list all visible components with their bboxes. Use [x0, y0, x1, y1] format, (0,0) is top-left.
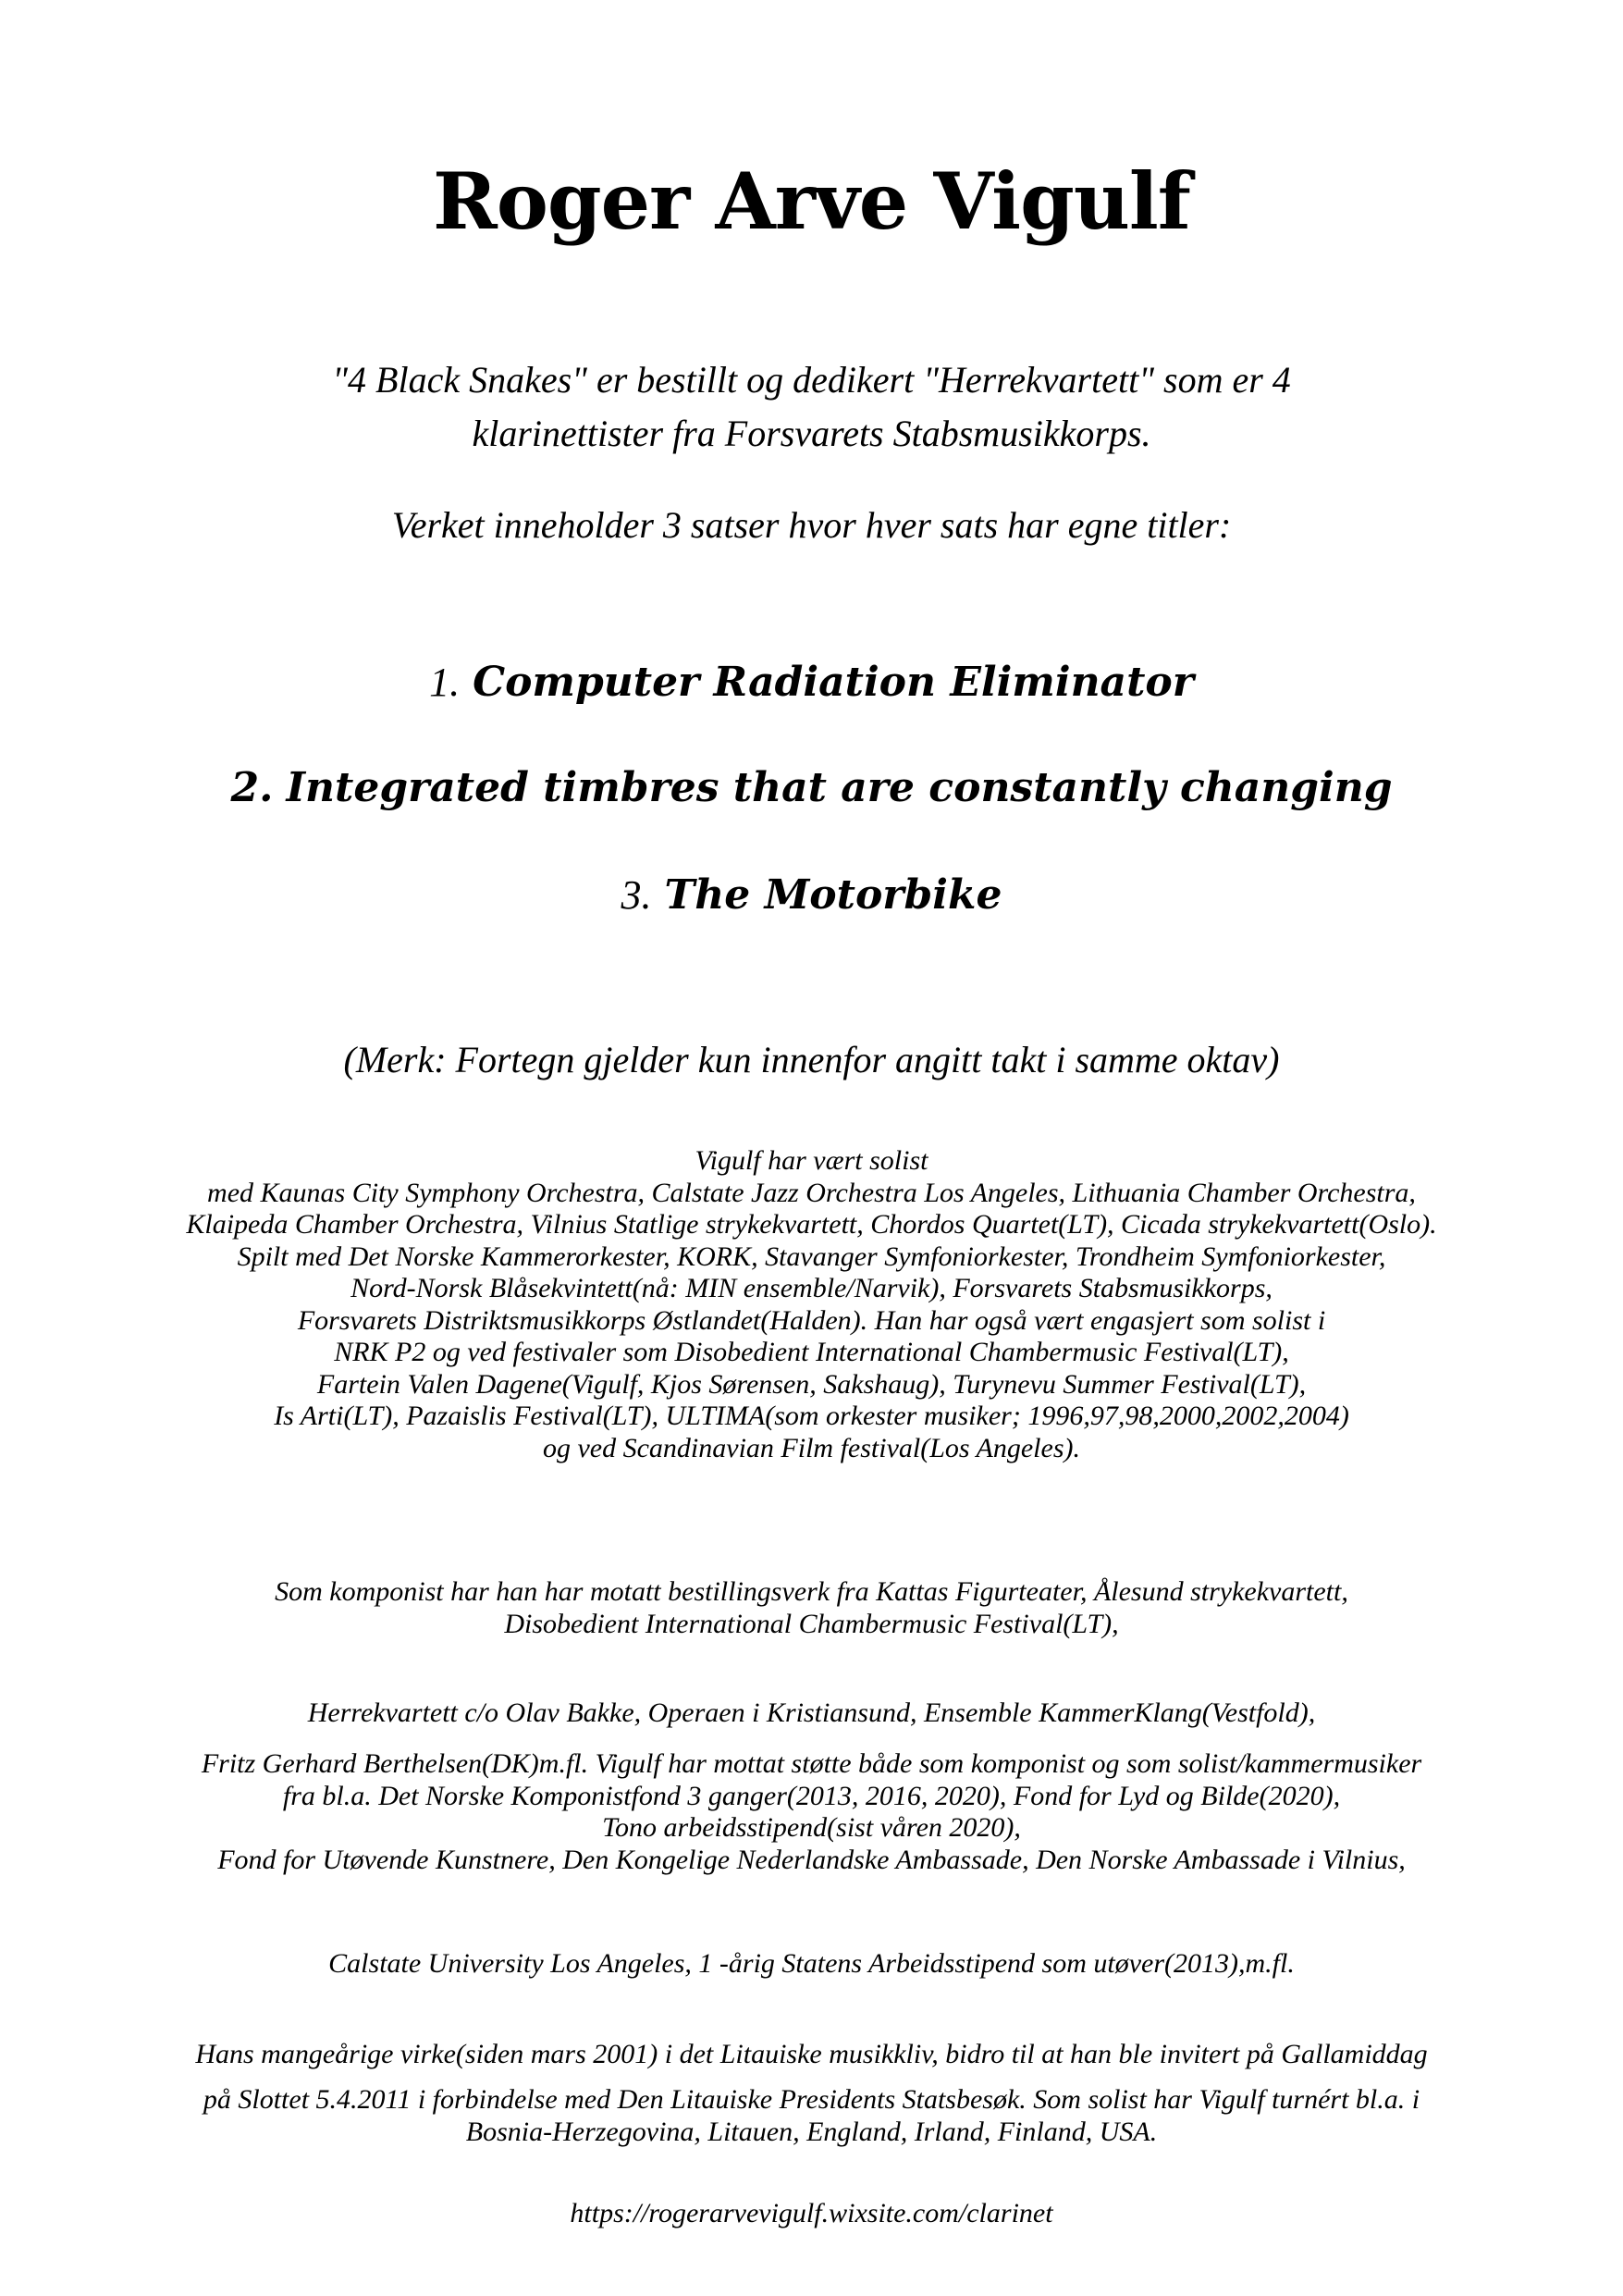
bio-line: Fond for Utøvende Kunstnere, Den Kongelige Nederlandske Ambassade, Den Norske Ambassade i Vilnius, — [217, 1844, 1406, 1875]
website-url[interactable]: https://rogerarvevigulf.wixsite.com/clarinet — [570, 2198, 1053, 2228]
movement-name: The Motorbike — [664, 871, 1002, 919]
page-title: Roger Arve Vigulf — [433, 155, 1190, 247]
bio-line: fra bl.a. Det Norske Komponistfond 3 ganger(2013, 2016, 2020), Fond for Lyd og Bilde(2020), — [282, 1780, 1341, 1811]
movement-name: Computer Radiation Eliminator — [473, 659, 1194, 706]
movement-name: Integrated timbres that are constantly changing — [286, 764, 1393, 811]
bio-line: Fritz Gerhard Berthelsen(DK)m.fl. Vigulf har mottat støtte både som komponist og som solist/kammermusiker — [201, 1748, 1422, 1779]
bio-funding-paragraph — [0, 1748, 1623, 1876]
bio-line: Vigulf har vært solist — [695, 1145, 928, 1176]
bio-line: med Kaunas City Symphony Orchestra, Calstate Jazz Orchestra Los Angeles, Lithuania Chamber Orchestra, — [207, 1177, 1416, 1208]
bio-line: Disobedient International Chambermusic Festival(LT), — [504, 1608, 1119, 1639]
intro-paragraph — [0, 353, 1623, 461]
bio-line: Klaipeda Chamber Orchestra, Vilnius Statlige strykekvartett, Chordos Quartet(LT), Cicada strykekvartett(Oslo). — [186, 1209, 1437, 1240]
movement-number: 1. — [429, 660, 461, 705]
movement-3-title — [0, 871, 1623, 919]
bio-line: Som komponist har han har motatt bestillingsverk fra Kattas Figurteater, Ålesund strykekvartett, — [275, 1576, 1348, 1607]
bio-line: Forsvarets Distriktsmusikkorps Østlandet(Halden). Han har også vært engasjert som solist i — [297, 1304, 1326, 1336]
bio-line: på Slottet 5.4.2011 i forbindelse med Den Litauiske Presidents Statsbesøk. Som solist har Vigulf turnért bl.a. i — [203, 2084, 1420, 2115]
bio-line: Hans mangeårige virke(siden mars 2001) i det Litauiske musikkliv, bidro til at han ble invitert på Gallamiddag — [195, 2039, 1428, 2069]
bio-line: Is Arti(LT), Pazaislis Festival(LT), ULTIMA(som orkester musiker; 1996,97,98,2000,2002,2004) — [274, 1401, 1349, 1431]
bio-calstate-line — [0, 1948, 1623, 1981]
movement-2-title — [0, 764, 1623, 811]
bio-line: og ved Scandinavian Film festival(Los Angeles). — [542, 1432, 1080, 1463]
movement-number: 3. — [621, 872, 652, 918]
intro-line-2: klarinettister fra Forsvarets Stabsmusikkorps. — [472, 413, 1151, 454]
bio-lithuania-line — [0, 2039, 1623, 2071]
bio-line: Nord-Norsk Blåsekvintett(nå: MIN ensemble/Narvik), Forsvarets Stabsmusikkorps, — [350, 1273, 1273, 1303]
bio-line: Calstate University Los Angeles, 1 -årig Statens Arbeidsstipend som utøver(2013),m.fl. — [328, 1948, 1295, 1979]
bio-line: Fartein Valen Dagene(Vigulf, Kjos Sørensen, Sakshaug), Turynevu Summer Festival(LT), — [316, 1368, 1307, 1400]
bio-line: Spilt med Det Norske Kammerorkester, KORK, Stavanger Symfoniorkester, Trondheim Symfoniorkester, — [237, 1241, 1386, 1272]
bio-soloist-paragraph — [0, 1145, 1623, 1464]
intro-movements-lead: Verket inneholder 3 satser hvor hver sats har egne titler: — [391, 504, 1232, 546]
intro-line-1: "4 Black Snakes" er bestillt og dedikert "Herrekvartett" som er 4 — [332, 359, 1291, 401]
bio-tour-paragraph — [0, 2084, 1623, 2148]
movement-1-title — [0, 659, 1623, 706]
bio-line: Herrekvartett c/o Olav Bakke, Operaen i Kristiansund, Ensemble KammerKlang(Vestfold), — [307, 1697, 1316, 1728]
bio-commissions-line — [0, 1697, 1623, 1730]
bio-line: Bosnia-Herzegovina, Litauen, England, Irland, Finland, USA. — [465, 2116, 1158, 2147]
movement-number: 2. — [230, 764, 274, 811]
bio-line: Tono arbeidsstipend(sist våren 2020), — [602, 1812, 1021, 1843]
bio-composer-paragraph — [0, 1576, 1623, 1640]
bio-line: NRK P2 og ved festivaler som Disobedient International Chambermusic Festival(LT), — [334, 1337, 1289, 1367]
website-link[interactable] — [0, 2198, 1623, 2230]
accidentals-note: (Merk: Fortegn gjelder kun innenfor angitt takt i samme oktav) — [343, 1039, 1280, 1080]
